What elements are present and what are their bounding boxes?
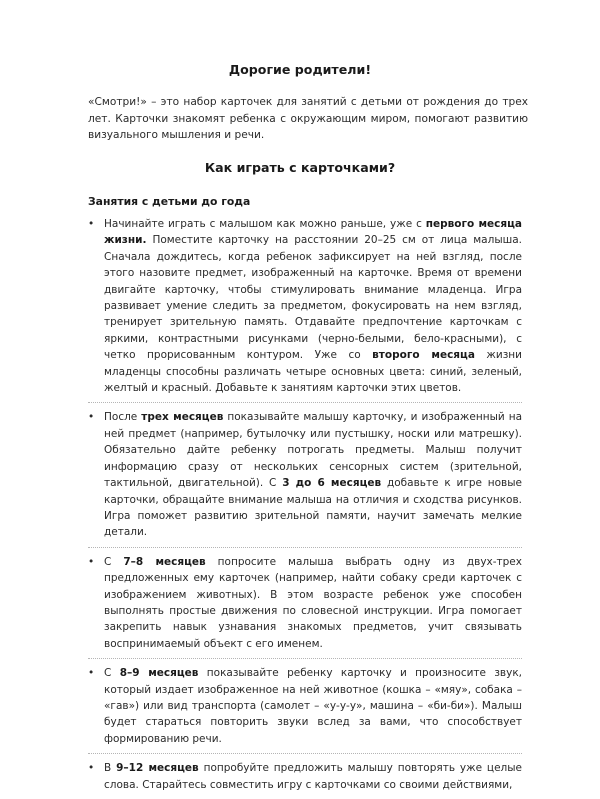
bullet-icon: • bbox=[88, 667, 95, 680]
bullet-icon: • bbox=[88, 762, 95, 775]
item-text: В 9–12 месяцев попробуйте предложить малышу повторять уже целые слова. Старайтесь совместить игру с карточками со своими действиями, bbox=[104, 762, 522, 791]
instruction-list bbox=[88, 216, 522, 799]
section-title: Как играть с карточками? bbox=[204, 160, 396, 175]
bullet-icon: • bbox=[88, 411, 95, 424]
bullet-icon: • bbox=[88, 218, 95, 230]
item-text: С 7–8 месяцев попросите малыша выбрать одну из двух-трех предложенных ему карточек (например, найти собаку среди карточек с изображением животных). В этом возрасте ребенок уже способен выполнять простые движения по словесной инструкции. Игра помогает закрепить навык узнавания знакомых предметов, учит связывать воспринимаемый объект с его именем. bbox=[104, 555, 522, 650]
list-item bbox=[88, 547, 522, 652]
intro-paragraph: «Смотри!» – это набор карточек для занятий с детьми от рождения до трех лет. Карточки знакомят ребенка с окружающим миром, помогают развитию визуального мышления и речи. bbox=[88, 96, 528, 142]
list-item bbox=[88, 753, 522, 793]
item-text: После трех месяцев показывайте малышу карточку, и изображенный на ней предмет (например, бутылочку или пустышку, носки или матрешку). Обязательно дайте ребенку потрогать предметы. Малыш получит информацию сразу от нескольких сенсорных систем (зрительной, тактильной, двигательной). С 3 до 6 месяцев добавьте к игре новые карточки, обращайте внимание малыша на отличия и сходства рисунков. Игра поможет развитию зрительной памяти, научит замечать мелкие детали. bbox=[104, 411, 523, 539]
item-text: С 8–9 месяцев показывайте ребенку карточку и произносите звук, который издает изображенное на ней животное (кошка – «мяу», собака – «гав») или вид транспорта (самолет – «у-у-у», машина – «би-би»). Малыш будет стараться повторить звуки вслед за вами, что способствует формированию речи. bbox=[104, 667, 522, 745]
list-item bbox=[88, 658, 522, 747]
list-item bbox=[88, 216, 522, 396]
bullet-icon: • bbox=[88, 555, 95, 568]
subsection-heading: Занятия с детьми до года bbox=[88, 195, 251, 208]
list-item bbox=[88, 402, 522, 540]
item-text: Начинайте играть с малышом как можно раньше, уже с первого месяца жизни. Поместите карточку на расстоянии 20–25 см от лица малыша. Сначала дождитесь, когда ребенок зафиксирует на ней взгляд, после этого назовите предмет, изображенный на карточке. Время от времени двигайте карточку, чтобы стимулировать внимание младенца. Игра развивает умение следить за предметом, фокусировать на нем взгляд, тренирует зрительную память. Отдавайте предпочтение карточкам с яркими, контрастными рисунками (черно-белыми, бело-красными), с четко прорисованным контуром. Уже со второго месяца жизни младенцы способны различать четыре основных цвета: синий, зеленый, желтый и красный. Добавьте к занятиям карточки этих цветов. bbox=[104, 218, 522, 395]
page-title: Дорогие родители! bbox=[228, 62, 372, 77]
